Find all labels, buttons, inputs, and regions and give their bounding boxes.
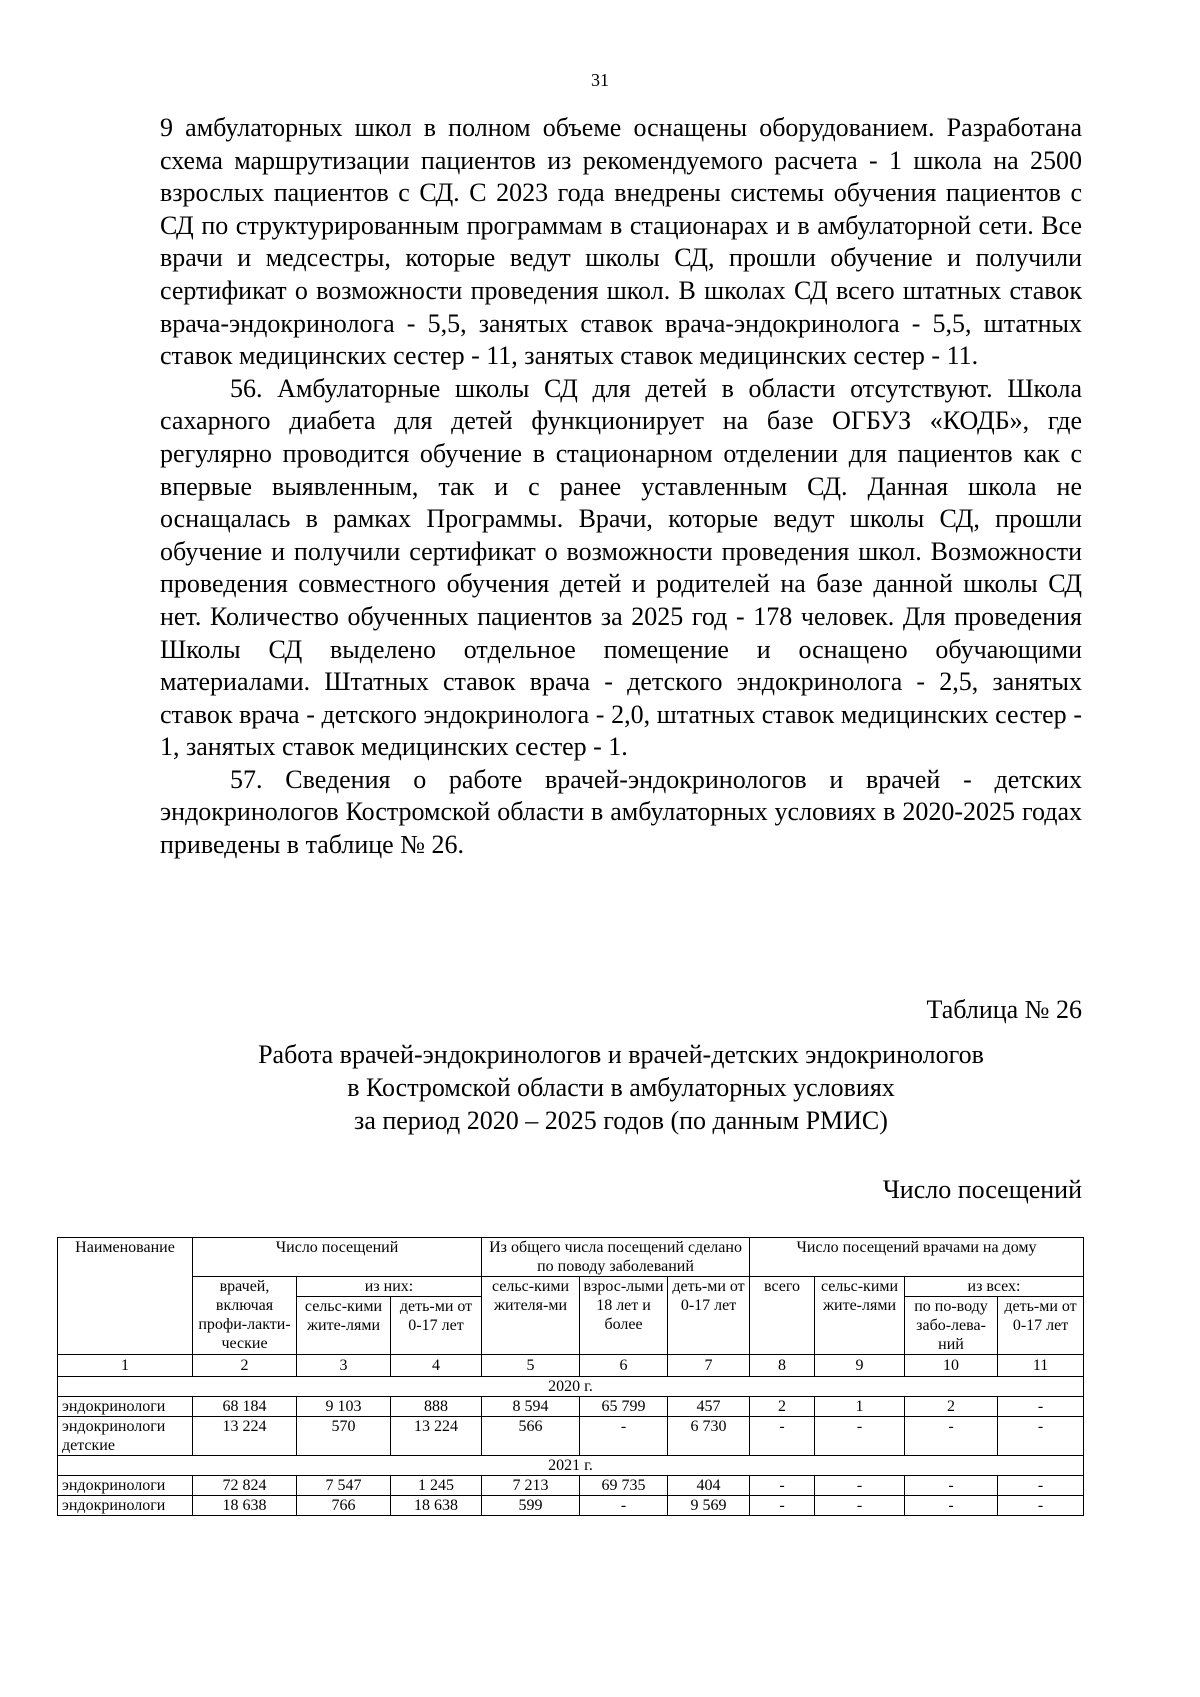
table-cell: - [998, 1397, 1084, 1417]
table-row [58, 1397, 1084, 1417]
table-cell: - [998, 1496, 1084, 1516]
header-col-2: врачей, включая профи-лакти-ческие [193, 1277, 297, 1355]
table-cell: 570 [297, 1417, 391, 1456]
table-row [58, 1496, 1084, 1516]
table-cell: - [905, 1496, 998, 1516]
column-number: 4 [391, 1355, 482, 1377]
table-cell: 7 213 [482, 1476, 580, 1496]
table-cell: - [750, 1496, 815, 1516]
year-label: 2020 г. [58, 1377, 1084, 1397]
table-cell: - [998, 1476, 1084, 1496]
paragraph-56: 56. Амбулаторные школы СД для детей в области отсутствуют. Школа сахарного диабета для детей функционирует на базе ОГБУЗ «КОДБ», где регулярно проводится обучение в стационарном отделении для пациентов как с впервые выявленным, так и с ранее уставленным СД. Данная школа не оснащалась в рамках Программы. Врачи, которые ведут школы СД, прошли обучение и получили сертификат о возможности проведения школ. Возможности проведения совместного обучения детей и родителей на базе данной школы СД нет. Количество обученных пациентов за 2025 год - 178 человек. Для проведения Школы СД выделено отдельное помещение и оснащено обучающими материалами. Штатных ставок врача - детского эндокринолога - 2,5, занятых ставок врача - детского эндокринолога - 2,0, штатных ставок медицинских сестер - 1, занятых ставок медицинских сестер - 1. [160, 373, 1082, 762]
column-number: 5 [482, 1355, 580, 1377]
column-number: 9 [815, 1355, 905, 1377]
table-title [160, 1038, 1082, 1137]
table-title-line: в Костромской области в амбулаторных условиях [347, 1073, 895, 1102]
year-row [58, 1377, 1084, 1397]
table-cell: 1 245 [391, 1476, 482, 1496]
header-col-7: деть-ми от 0-17 лет [668, 1277, 750, 1355]
table-cell: 18 638 [193, 1496, 297, 1516]
row-name-cell: эндокринологи детские [58, 1417, 193, 1456]
header-group-home: Число посещений врачами на дому [750, 1238, 1084, 1277]
year-row [58, 1456, 1084, 1476]
row-name-cell: эндокринологи [58, 1476, 193, 1496]
table-cell: 8 594 [482, 1397, 580, 1417]
header-of-them: из них: [297, 1277, 482, 1297]
year-label: 2021 г. [58, 1456, 1084, 1476]
table-cell: - [998, 1417, 1084, 1456]
paragraph-schools: 9 амбулаторных школ в полном объеме оснащены оборудованием. Разработана схема маршрутизации пациентов из рекомендуемого расчета - 1 школа на 2500 взрослых пациентов с СД. С 2023 года внедрены системы обучения пациентов с СД по структурированным программам в стационарах и в амбулаторной сети. Все врачи и медсестры, которые ведут школы СД, прошли обучение и получили сертификат о возможности проведения школ. В школах СД всего штатных ставок врача-эндокринолога - 5,5, занятых ставок врача-эндокринолога - 5,5, штатных ставок медицинских сестер - 11, занятых ставок медицинских сестер - 11. [160, 113, 1082, 371]
header-col-9: сельс-кими жите-лями [815, 1277, 905, 1355]
table-row [58, 1476, 1084, 1496]
column-number: 7 [668, 1355, 750, 1377]
table-cell: 566 [482, 1417, 580, 1456]
column-number: 11 [998, 1355, 1084, 1377]
table-cell: - [815, 1496, 905, 1516]
header-name: Наименование [58, 1238, 193, 1355]
table-cell: 9 569 [668, 1496, 750, 1516]
table-cell: 1 [815, 1397, 905, 1417]
body-text [160, 112, 1082, 862]
table-cell: 18 638 [391, 1496, 482, 1516]
table-cell: 599 [482, 1496, 580, 1516]
table-cell: 13 224 [391, 1417, 482, 1456]
header-group-visits: Число посещений [193, 1238, 482, 1277]
table-cell: - [750, 1476, 815, 1496]
table-cell: - [815, 1417, 905, 1456]
unit-label: Число посещений [882, 1175, 1082, 1204]
table-caption: Таблица № 26 [926, 995, 1082, 1024]
column-number: 8 [750, 1355, 815, 1377]
row-name-cell: эндокринологи [58, 1397, 193, 1417]
table-cell: 766 [297, 1496, 391, 1516]
table-cell: 6 730 [668, 1417, 750, 1456]
table-cell: 404 [668, 1476, 750, 1496]
column-number: 1 [58, 1355, 193, 1377]
table-cell: 72 824 [193, 1476, 297, 1496]
column-number-row [58, 1355, 1084, 1377]
table-body [58, 1355, 1084, 1516]
table-cell: 7 547 [297, 1476, 391, 1496]
table-cell: 9 103 [297, 1397, 391, 1417]
table-cell: 13 224 [193, 1417, 297, 1456]
table-title-line: за период 2020 – 2025 годов (по данным РМИС) [354, 1106, 888, 1135]
column-number: 6 [580, 1355, 668, 1377]
column-number: 3 [297, 1355, 391, 1377]
column-number: 2 [193, 1355, 297, 1377]
column-number: 10 [905, 1355, 998, 1377]
table-cell: - [815, 1476, 905, 1496]
header-group-disease: Из общего числа посещений сделано по поводу заболеваний [482, 1238, 750, 1277]
header-col-6: взрос-лыми 18 лет и более [580, 1277, 668, 1355]
table-cell: 2 [905, 1397, 998, 1417]
table-cell: - [750, 1417, 815, 1456]
paragraph-57: 57. Сведения о работе врачей-эндокринологов и врачей - детских эндокринологов Костромской области в амбулаторных условиях в 2020-2025 годах приведены в таблице № 26. [160, 764, 1082, 860]
table-cell: - [905, 1417, 998, 1456]
table-cell: 65 799 [580, 1397, 668, 1417]
table-title-line: Работа врачей-эндокринологов и врачей-детских эндокринологов [258, 1040, 984, 1069]
table-row [58, 1417, 1084, 1456]
table-cell: 2 [750, 1397, 815, 1417]
table-cell: 68 184 [193, 1397, 297, 1417]
endocrinologists-table [57, 1237, 1084, 1516]
header-col-3: сельс-кими жите-лями [297, 1297, 391, 1355]
header-of-all: из всех: [905, 1277, 1084, 1297]
table-cell: 888 [391, 1397, 482, 1417]
table-cell: - [580, 1417, 668, 1456]
table-cell: 457 [668, 1397, 750, 1417]
header-col-11: деть-ми от 0-17 лет [998, 1297, 1084, 1355]
header-col-4: деть-ми от 0-17 лет [391, 1297, 482, 1355]
header-col-5: сельс-кими жителя-ми [482, 1277, 580, 1355]
table-cell: - [580, 1496, 668, 1516]
page-number: 31 [591, 70, 609, 90]
table-header [58, 1238, 1084, 1355]
header-col-8: всего [750, 1277, 815, 1355]
table-cell: 69 735 [580, 1476, 668, 1496]
row-name-cell: эндокринологи [58, 1496, 193, 1516]
header-col-10: по по-воду забо-лева-ний [905, 1297, 998, 1355]
table-cell: - [905, 1476, 998, 1496]
